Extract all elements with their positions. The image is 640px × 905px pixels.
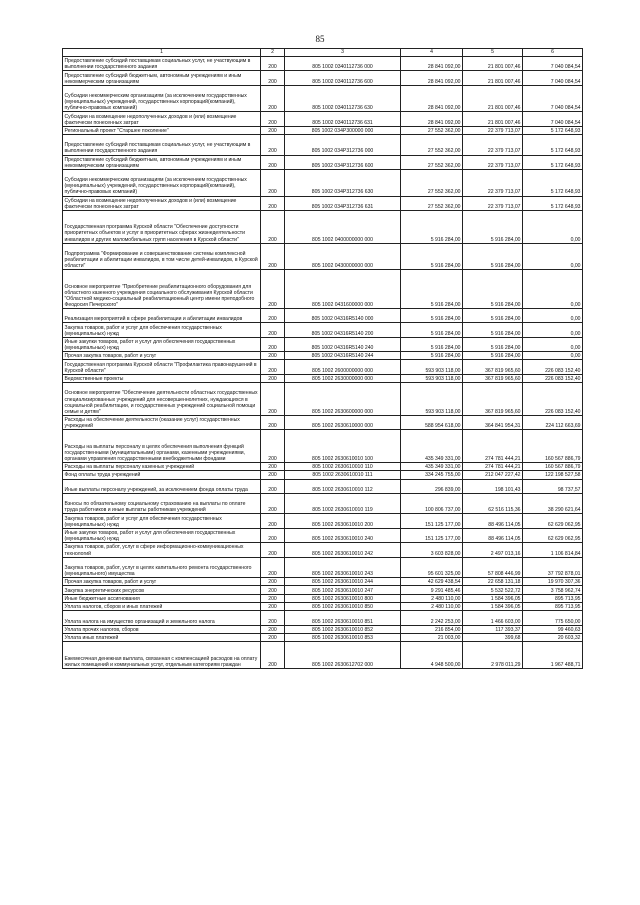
- row-value-cell: 5 532 522,72: [463, 586, 523, 594]
- row-value-cell: 399,68: [463, 633, 523, 641]
- row-value-cell: 7 040 084,54: [523, 85, 583, 112]
- row-name-cell: Субсидии некоммерческим организациям (за исключением государственных (муниципальных) учреждений, государственных корпораций(компаний), публично-правовых компаний): [63, 85, 261, 112]
- row-group-cell: 200: [261, 557, 285, 578]
- row-value-cell: 2 480 110,00: [401, 602, 463, 610]
- row-value-cell: 38 290 621,64: [523, 493, 583, 514]
- page-number: 85: [315, 34, 325, 44]
- row-code-cell: 805 1002 034P312736 630: [285, 169, 401, 196]
- row-value-cell: 21 801 007,46: [463, 85, 523, 112]
- row-value-cell: 57 808 446,99: [463, 557, 523, 578]
- row-group-cell: 200: [261, 633, 285, 641]
- row-value-cell: 588 954 618,00: [401, 415, 463, 429]
- row-name-cell: Взносы по обязательному социальному страхованию на выплаты по оплате труда работников и иные выплаты работникам учреждений: [63, 493, 261, 514]
- row-group-cell: 200: [261, 210, 285, 243]
- row-code-cell: 805 1002 2630612702 000: [285, 642, 401, 669]
- row-value-cell: 226 083 152,40: [523, 374, 583, 382]
- row-value-cell: 5 916 284,00: [401, 243, 463, 270]
- row-name-cell: Расходы на выплаты персоналу казенных учреждений: [63, 462, 261, 470]
- row-name-cell: Предоставление субсидий бюджетным, автономным учреждениям и иным некоммерческим организациям: [63, 155, 261, 169]
- row-group-cell: 200: [261, 126, 285, 134]
- row-name-cell: Закупка товаров, работ, услуг в сфере информационно-коммуникационных технологий: [63, 543, 261, 557]
- row-value-cell: 367 819 965,60: [463, 360, 523, 374]
- row-code-cell: 805 1002 04316R5140 240: [285, 337, 401, 351]
- row-code-cell: 805 1002 2630610010 200: [285, 514, 401, 528]
- row-value-cell: 22 379 713,07: [463, 196, 523, 210]
- row-name-cell: Прочая закупка товаров, работ и услуг: [63, 352, 261, 360]
- table-row: [63, 594, 583, 602]
- column-header: 4: [401, 49, 463, 57]
- column-header: 1: [63, 49, 261, 57]
- row-value-cell: 27 552 362,00: [401, 126, 463, 134]
- row-value-cell: 198 101,43: [463, 479, 523, 493]
- row-value-cell: 62 629 062,95: [523, 528, 583, 542]
- table-row: [63, 135, 583, 156]
- row-value-cell: 160 567 886,79: [523, 462, 583, 470]
- row-code-cell: 805 1002 2630610010 850: [285, 602, 401, 610]
- table-row: [63, 493, 583, 514]
- row-value-cell: 28 841 092,00: [401, 85, 463, 112]
- column-header: 6: [523, 49, 583, 57]
- row-name-cell: Уплата налогов, сборов и иных платежей: [63, 602, 261, 610]
- row-group-cell: 200: [261, 57, 285, 71]
- row-value-cell: 22 379 713,07: [463, 155, 523, 169]
- row-name-cell: Уплата прочих налогов, сборов: [63, 625, 261, 633]
- row-value-cell: 28 841 092,00: [401, 112, 463, 126]
- row-name-cell: Закупка товаров, работ, услуг в целях капитального ремонта государственного (муниципального) имущества: [63, 557, 261, 578]
- row-group-cell: 200: [261, 625, 285, 633]
- row-value-cell: 21 801 007,46: [463, 112, 523, 126]
- row-group-cell: 200: [261, 352, 285, 360]
- row-code-cell: 805 1002 034P312736 000: [285, 135, 401, 156]
- row-value-cell: 9 291 485,46: [401, 586, 463, 594]
- row-group-cell: 200: [261, 514, 285, 528]
- row-code-cell: 805 1002 2630000000 000: [285, 374, 401, 382]
- row-value-cell: 435 349 331,00: [401, 430, 463, 463]
- row-group-cell: 200: [261, 85, 285, 112]
- column-header: 5: [463, 49, 523, 57]
- row-value-cell: 364 841 954,31: [463, 415, 523, 429]
- row-value-cell: 7 040 084,54: [523, 57, 583, 71]
- row-value-cell: 37 792 878,01: [523, 557, 583, 578]
- row-code-cell: 805 1002 0431600000 000: [285, 270, 401, 309]
- row-code-cell: 805 1002 2630610010 852: [285, 625, 401, 633]
- row-group-cell: 200: [261, 479, 285, 493]
- row-name-cell: Подпрограмма "Формирование и совершенствование системы комплексной реабилитации и абилитации инвалидов, в том числе детей-инвалидов, в Курской области": [63, 243, 261, 270]
- table-row: [63, 71, 583, 85]
- row-value-cell: 95 601 325,00: [401, 557, 463, 578]
- table-row: [63, 557, 583, 578]
- table-row: [63, 625, 583, 633]
- row-value-cell: 274 781 444,21: [463, 430, 523, 463]
- row-value-cell: 1 584 396,05: [463, 594, 523, 602]
- row-value-cell: 5 916 284,00: [463, 309, 523, 323]
- row-code-cell: 805 1002 2630610010 119: [285, 493, 401, 514]
- row-value-cell: 5 916 284,00: [463, 352, 523, 360]
- row-group-cell: 200: [261, 642, 285, 669]
- row-value-cell: 0,00: [523, 323, 583, 337]
- table-row: [63, 85, 583, 112]
- row-value-cell: 21 003,00: [401, 633, 463, 641]
- row-value-cell: 435 349 331,00: [401, 462, 463, 470]
- row-group-cell: 200: [261, 309, 285, 323]
- row-name-cell: Ведомственные проекты: [63, 374, 261, 382]
- row-value-cell: 593 903 118,00: [401, 383, 463, 416]
- row-value-cell: 62 629 062,95: [523, 514, 583, 528]
- row-code-cell: 805 1002 2630610000 000: [285, 415, 401, 429]
- row-group-cell: 200: [261, 135, 285, 156]
- row-value-cell: 5 172 648,93: [523, 169, 583, 196]
- table-header-row: [63, 49, 583, 57]
- table-row: [63, 415, 583, 429]
- row-name-cell: Субсидии на возмещение недополученных доходов и (или) возмещение фактически понесенных затрат: [63, 112, 261, 126]
- row-code-cell: 805 1002 0340112736 000: [285, 57, 401, 71]
- row-code-cell: 805 1002 2630610010 100: [285, 430, 401, 463]
- table-row: [63, 352, 583, 360]
- row-value-cell: 27 552 362,00: [401, 155, 463, 169]
- row-value-cell: 5 916 284,00: [401, 337, 463, 351]
- row-code-cell: 805 1002 2630610010 110: [285, 462, 401, 470]
- row-name-cell: Основное мероприятие "Приобретение реабилитационного оборудования для областного казенного учреждения социального обслуживания Курской области "Областной медико-социальный реабилитационный центр имени преподобного Феодосия Печерского": [63, 270, 261, 309]
- row-code-cell: 805 1002 04316R5140 200: [285, 323, 401, 337]
- row-value-cell: 1 466 603,00: [463, 611, 523, 625]
- row-value-cell: 98 737,57: [523, 479, 583, 493]
- row-value-cell: 0,00: [523, 210, 583, 243]
- row-code-cell: 805 1002 0340112736 630: [285, 85, 401, 112]
- row-name-cell: Государственная программа Курской области "Обеспечение доступности приоритетных объектов и услуг в приоритетных сферах жизнедеятельности инвалидов и других маломобильных групп населения в Курской области": [63, 210, 261, 243]
- row-name-cell: Закупка товаров, работ и услуг для обеспечения государственных (муниципальных) нужд: [63, 514, 261, 528]
- row-value-cell: 775 650,00: [523, 611, 583, 625]
- row-name-cell: Иные закупки товаров, работ и услуг для обеспечения государственных (муниципальных) нужд: [63, 337, 261, 351]
- row-group-cell: 200: [261, 602, 285, 610]
- table-row: [63, 57, 583, 71]
- row-value-cell: 7 040 084,54: [523, 112, 583, 126]
- table-row: [63, 360, 583, 374]
- row-code-cell: 805 1002 2630610010 853: [285, 633, 401, 641]
- row-value-cell: 160 567 886,79: [523, 430, 583, 463]
- row-name-cell: Иные бюджетные ассигнования: [63, 594, 261, 602]
- row-name-cell: Ежемесячная денежная выплата, связанная с компенсацией расходов на оплату жилых помещений и коммунальных услуг, отдельным категориям граждан: [63, 642, 261, 669]
- row-group-cell: 200: [261, 196, 285, 210]
- table-row: [63, 196, 583, 210]
- table-row: [63, 374, 583, 382]
- row-value-cell: 28 841 092,00: [401, 71, 463, 85]
- row-name-cell: Закупка товаров, работ и услуг для обеспечения государственных (муниципальных) нужд: [63, 323, 261, 337]
- row-name-cell: Субсидии на возмещение недополученных доходов и (или) возмещение фактически понесенных затрат: [63, 196, 261, 210]
- row-value-cell: 296 839,00: [401, 479, 463, 493]
- row-value-cell: 22 658 131,18: [463, 578, 523, 586]
- row-code-cell: 805 1002 0340112736 600: [285, 71, 401, 85]
- row-group-cell: 200: [261, 243, 285, 270]
- table-row: [63, 112, 583, 126]
- row-name-cell: Закупка энергетических ресурсов: [63, 586, 261, 594]
- row-name-cell: Фонд оплаты труда учреждений: [63, 471, 261, 479]
- row-code-cell: 805 1002 034P312736 600: [285, 155, 401, 169]
- table-row: [63, 337, 583, 351]
- table-row: [63, 514, 583, 528]
- row-name-cell: Расходы на выплаты персоналу в целях обеспечения выполнения функций государственными (муниципальными) органами, казенными учреждениями, органами управления государственными внебюджетными фондами: [63, 430, 261, 463]
- row-group-cell: 200: [261, 611, 285, 625]
- row-group-cell: 200: [261, 528, 285, 542]
- column-header: 2: [261, 49, 285, 57]
- row-code-cell: 805 1002 0430000000 000: [285, 243, 401, 270]
- row-code-cell: 805 1002 2630610010 242: [285, 543, 401, 557]
- row-value-cell: 1 584 396,05: [463, 602, 523, 610]
- row-value-cell: 2 242 253,00: [401, 611, 463, 625]
- row-code-cell: 805 1002 0340112736 631: [285, 112, 401, 126]
- row-value-cell: 21 801 007,46: [463, 71, 523, 85]
- table-row: [63, 169, 583, 196]
- table-row: [63, 543, 583, 557]
- column-header: 3: [285, 49, 401, 57]
- row-group-cell: 200: [261, 493, 285, 514]
- table-row: [63, 155, 583, 169]
- row-value-cell: 334 245 755,00: [401, 471, 463, 479]
- row-group-cell: 200: [261, 415, 285, 429]
- row-value-cell: 28 841 092,00: [401, 57, 463, 71]
- row-code-cell: 805 1002 2630610010 247: [285, 586, 401, 594]
- row-group-cell: 200: [261, 270, 285, 309]
- row-value-cell: 367 819 965,60: [463, 383, 523, 416]
- row-group-cell: 200: [261, 462, 285, 470]
- row-group-cell: 200: [261, 594, 285, 602]
- row-group-cell: 200: [261, 586, 285, 594]
- row-value-cell: 2 480 110,00: [401, 594, 463, 602]
- row-value-cell: 88 496 114,05: [463, 514, 523, 528]
- row-value-cell: 224 112 663,69: [523, 415, 583, 429]
- row-value-cell: 0,00: [523, 352, 583, 360]
- row-group-cell: 200: [261, 471, 285, 479]
- row-value-cell: 117 393,37: [463, 625, 523, 633]
- row-value-cell: 22 379 713,07: [463, 135, 523, 156]
- row-value-cell: 27 552 362,00: [401, 135, 463, 156]
- row-value-cell: 42 629 438,54: [401, 578, 463, 586]
- row-value-cell: 212 047 227,42: [463, 471, 523, 479]
- row-name-cell: Предоставление субсидий поставщикам социальных услуг, не участвующим в выполнении государственного задания: [63, 135, 261, 156]
- row-value-cell: 5 916 284,00: [401, 309, 463, 323]
- row-name-cell: Иные закупки товаров, работ и услуг для обеспечения государственных (муниципальных) нужд: [63, 528, 261, 542]
- row-value-cell: 2 497 013,16: [463, 543, 523, 557]
- row-name-cell: Предоставление субсидий поставщикам социальных услуг, не участвующим в выполнении государственного задания: [63, 57, 261, 71]
- row-name-cell: Расходы на обеспечение деятельности (оказание услуг) государственных учреждений: [63, 415, 261, 429]
- row-group-cell: 200: [261, 337, 285, 351]
- table-row: [63, 309, 583, 323]
- row-code-cell: 805 1002 034P300000 000: [285, 126, 401, 134]
- row-name-cell: Прочая закупка товаров, работ и услуг: [63, 578, 261, 586]
- row-value-cell: 5 172 648,93: [523, 155, 583, 169]
- row-value-cell: 5 172 648,93: [523, 126, 583, 134]
- row-value-cell: 895 713,95: [523, 594, 583, 602]
- row-value-cell: 5 916 284,00: [401, 270, 463, 309]
- table-row: [63, 479, 583, 493]
- row-value-cell: 5 916 284,00: [463, 210, 523, 243]
- row-value-cell: 5 916 284,00: [401, 210, 463, 243]
- row-value-cell: 151 125 177,00: [401, 514, 463, 528]
- row-code-cell: 805 1002 2630610010 244: [285, 578, 401, 586]
- row-value-cell: 5 172 648,93: [523, 135, 583, 156]
- row-value-cell: 27 552 362,00: [401, 196, 463, 210]
- row-value-cell: 367 819 965,60: [463, 374, 523, 382]
- row-value-cell: 1 967 488,71: [523, 642, 583, 669]
- table-row: [63, 323, 583, 337]
- row-value-cell: 593 903 118,00: [401, 360, 463, 374]
- row-value-cell: 100 806 737,00: [401, 493, 463, 514]
- row-value-cell: 20 603,32: [523, 633, 583, 641]
- row-value-cell: 5 916 284,00: [401, 323, 463, 337]
- row-value-cell: 7 040 084,54: [523, 71, 583, 85]
- row-name-cell: Государственная программа Курской области "Профилактика правонарушений в Курской области": [63, 360, 261, 374]
- row-value-cell: 2 978 011,29: [463, 642, 523, 669]
- row-value-cell: 122 198 527,58: [523, 471, 583, 479]
- row-code-cell: 805 1002 04316R5140 244: [285, 352, 401, 360]
- row-code-cell: 805 1002 2630610010 240: [285, 528, 401, 542]
- budget-execution-table: [62, 48, 583, 669]
- row-value-cell: 226 083 152,40: [523, 360, 583, 374]
- row-value-cell: 21 801 007,46: [463, 57, 523, 71]
- row-name-cell: Реализация мероприятий в сфере реабилитации и абилитации инвалидов: [63, 309, 261, 323]
- row-code-cell: 805 1002 2630610010 851: [285, 611, 401, 625]
- row-group-cell: 200: [261, 578, 285, 586]
- row-name-cell: Региональный проект "Старшее поколение": [63, 126, 261, 134]
- row-value-cell: 99 460,63: [523, 625, 583, 633]
- table-row: [63, 602, 583, 610]
- row-value-cell: 19 970 307,36: [523, 578, 583, 586]
- row-value-cell: 1 106 814,84: [523, 543, 583, 557]
- row-value-cell: 0,00: [523, 243, 583, 270]
- row-code-cell: 805 1002 2630610010 243: [285, 557, 401, 578]
- row-value-cell: 226 083 152,40: [523, 383, 583, 416]
- row-value-cell: 27 552 362,00: [401, 169, 463, 196]
- row-value-cell: 593 903 118,00: [401, 374, 463, 382]
- row-value-cell: 3 603 828,00: [401, 543, 463, 557]
- row-name-cell: Уплата налога на имущество организаций и земельного налога: [63, 611, 261, 625]
- table-row: [63, 210, 583, 243]
- table-row: [63, 270, 583, 309]
- row-value-cell: 5 916 284,00: [401, 352, 463, 360]
- table-row: [63, 126, 583, 134]
- table-row: [63, 642, 583, 669]
- row-value-cell: 0,00: [523, 309, 583, 323]
- row-code-cell: 805 1002 034P312736 631: [285, 196, 401, 210]
- row-group-cell: 200: [261, 383, 285, 416]
- row-value-cell: 151 125 177,00: [401, 528, 463, 542]
- row-value-cell: 5 916 284,00: [463, 323, 523, 337]
- row-name-cell: Иные выплаты персоналу учреждений, за исключением фонда оплаты труда: [63, 479, 261, 493]
- row-group-cell: 200: [261, 360, 285, 374]
- row-code-cell: 805 1002 2630610010 112: [285, 479, 401, 493]
- table-row: [63, 633, 583, 641]
- row-value-cell: 0,00: [523, 337, 583, 351]
- table-row: [63, 430, 583, 463]
- row-group-cell: 200: [261, 71, 285, 85]
- row-group-cell: 200: [261, 430, 285, 463]
- row-value-cell: 62 516 115,36: [463, 493, 523, 514]
- row-value-cell: 22 379 713,07: [463, 169, 523, 196]
- row-value-cell: 274 781 444,21: [463, 462, 523, 470]
- table-row: [63, 462, 583, 470]
- table-row: [63, 586, 583, 594]
- row-code-cell: 805 1002 04316R5140 000: [285, 309, 401, 323]
- row-value-cell: 216 854,00: [401, 625, 463, 633]
- table-row: [63, 471, 583, 479]
- row-code-cell: 805 1002 0400000000 000: [285, 210, 401, 243]
- row-name-cell: Субсидии некоммерческим организациям (за исключением государственных (муниципальных) учреждений, государственных корпораций(компаний), публично-правовых компаний): [63, 169, 261, 196]
- table-row: [63, 611, 583, 625]
- row-name-cell: Основное мероприятие "Обеспечение деятельности областных государственных специализированных учреждений для несовершеннолетних, нуждающихся в социальной реабилитации, и государственных учреждений социальной помощи семье и детям": [63, 383, 261, 416]
- row-value-cell: 895 713,95: [523, 602, 583, 610]
- row-code-cell: 805 1002 2600000000 000: [285, 360, 401, 374]
- row-code-cell: 805 1002 2630610010 111: [285, 471, 401, 479]
- row-group-cell: 200: [261, 112, 285, 126]
- row-value-cell: 4 948 500,00: [401, 642, 463, 669]
- table-row: [63, 528, 583, 542]
- row-group-cell: 200: [261, 169, 285, 196]
- row-group-cell: 200: [261, 374, 285, 382]
- row-value-cell: 88 496 114,05: [463, 528, 523, 542]
- row-value-cell: 5 916 284,00: [463, 337, 523, 351]
- row-group-cell: 200: [261, 155, 285, 169]
- row-value-cell: 5 916 284,00: [463, 270, 523, 309]
- table-row: [63, 243, 583, 270]
- row-name-cell: Уплата иных платежей: [63, 633, 261, 641]
- row-value-cell: 22 379 713,07: [463, 126, 523, 134]
- row-value-cell: 5 172 648,93: [523, 196, 583, 210]
- table-row: [63, 383, 583, 416]
- row-group-cell: 200: [261, 543, 285, 557]
- row-value-cell: 3 758 962,74: [523, 586, 583, 594]
- table-body: [63, 57, 583, 669]
- row-value-cell: 5 916 284,00: [463, 243, 523, 270]
- table-row: [63, 578, 583, 586]
- row-code-cell: 805 1002 2630610010 800: [285, 594, 401, 602]
- row-group-cell: 200: [261, 323, 285, 337]
- row-code-cell: 805 1002 2630600000 000: [285, 383, 401, 416]
- row-value-cell: 0,00: [523, 270, 583, 309]
- row-name-cell: Предоставление субсидий бюджетным, автономным учреждениям и иным некоммерческим организациям: [63, 71, 261, 85]
